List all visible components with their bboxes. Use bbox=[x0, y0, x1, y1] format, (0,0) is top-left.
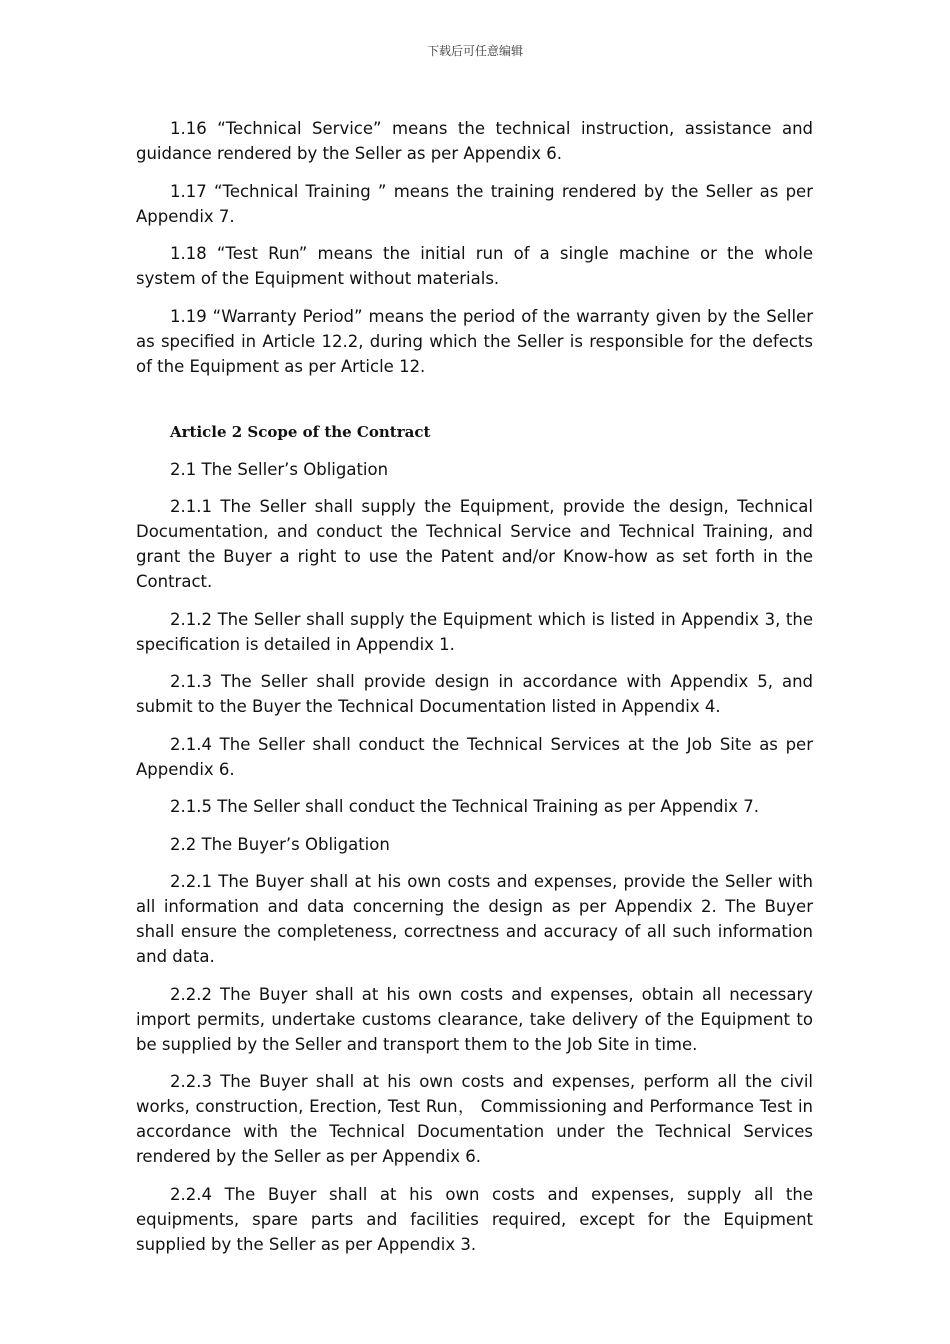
clause-2-1-4: 2.1.4 The Seller shall conduct the Technical Services at the Job Site as per Appendix 6. bbox=[136, 734, 813, 779]
definition-1-17: 1.17 “Technical Training ” means the training rendered by the Seller as per Appendix 7. bbox=[136, 181, 813, 226]
clause-2-2: 2.2 The Buyer’s Obligation bbox=[170, 834, 390, 854]
definition-1-16: 1.16 “Technical Service” means the technical instruction, assistance and guidance rendered by the Seller as per Appendix 6. bbox=[136, 119, 813, 163]
clause-2-1: 2.1 The Seller’s Obligation bbox=[170, 459, 389, 479]
clause-2-1-5: 2.1.5 The Seller shall conduct the Technical Training as per Appendix 7. bbox=[170, 797, 759, 816]
page-header-note: 下载后可任意编辑 bbox=[426, 44, 523, 58]
clause-2-2-4: 2.2.4 The Buyer shall at his own costs and expenses, supply all the equipments, spare parts and facilities required, except for the Equipment supplied by the Seller as per Appendix 3. bbox=[136, 1184, 813, 1254]
clause-2-1-2: 2.1.2 The Seller shall supply the Equipment which is listed in Appendix 3, the specification is detailed in Appendix 1. bbox=[136, 609, 813, 654]
document-body bbox=[136, 116, 813, 1269]
definition-1-18: 1.18 “Test Run” means the initial run of a single machine or the whole system of the Equipment without materials. bbox=[136, 244, 813, 288]
clause-2-1-1: 2.1.1 The Seller shall supply the Equipment, provide the design, Technical Documentation, and conduct the Technical Service and Technical Training, and grant the Buyer a right to use the Patent and/or Know-how as set forth in the Contract. bbox=[136, 497, 813, 591]
clause-2-2-3: 2.2.3 The Buyer shall at his own costs and expenses, perform all the civil works, construction, Erection, Test Run， Commissioning and Performance Test in accordance with the Technical Documentation under the Technical Services rendered by the Seller as per Appendix 6. bbox=[136, 1072, 813, 1166]
clause-2-2-1: 2.2.1 The Buyer shall at his own costs and expenses, provide the Seller with all information and data concerning the design as per Appendix 2. The Buyer shall ensure the completeness, correctness and accuracy of all such information and data. bbox=[136, 872, 813, 966]
article-2-heading: Article 2 Scope of the Contract bbox=[170, 422, 431, 441]
clause-2-2-2: 2.2.2 The Buyer shall at his own costs and expenses, obtain all necessary import permits, undertake customs clearance, take delivery of the Equipment to be supplied by the Seller and transport them to the Job Site in time. bbox=[136, 984, 813, 1054]
definition-1-19: 1.19 “Warranty Period” means the period of the warranty given by the Seller as specified in Article 12.2, during which the Seller is responsible for the defects of the Equipment as per Article 12. bbox=[136, 306, 813, 376]
clause-2-1-3: 2.1.3 The Seller shall provide design in accordance with Appendix 5, and submit to the Buyer the Technical Documentation listed in Appendix 4. bbox=[136, 672, 813, 716]
